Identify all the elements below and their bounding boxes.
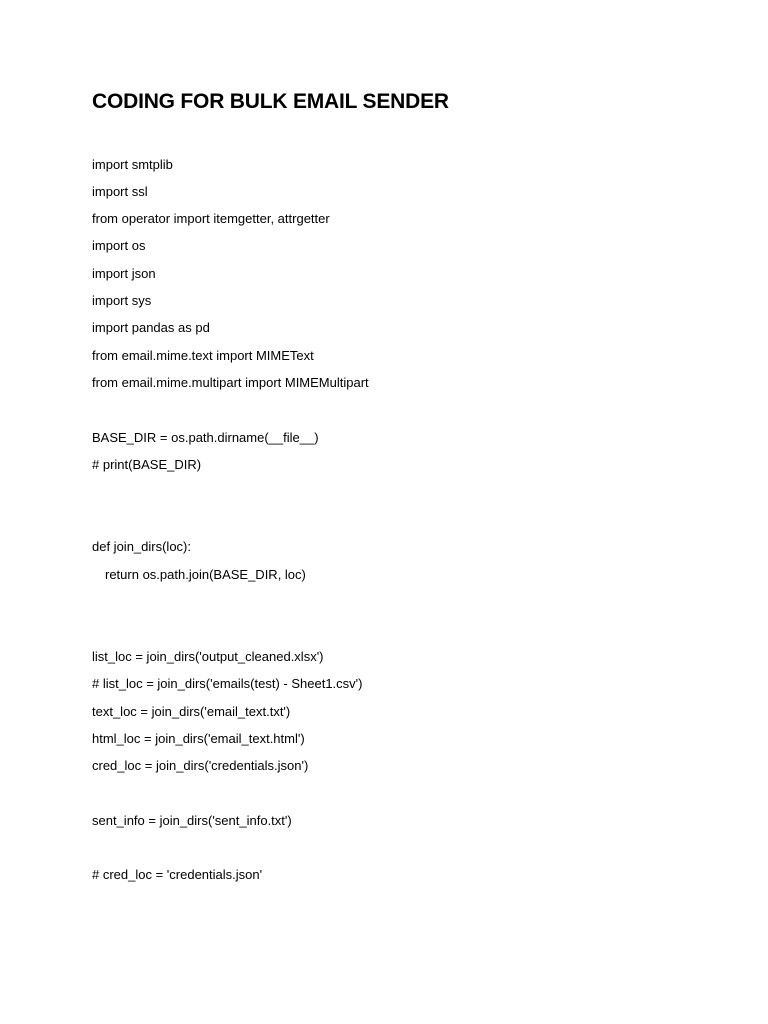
code-line: from email.mime.multipart import MIMEMultipart bbox=[92, 375, 369, 390]
code-line: list_loc = join_dirs('output_cleaned.xlsx') bbox=[92, 649, 324, 664]
code-comment-line: # cred_loc = 'credentials.json' bbox=[92, 867, 263, 882]
code-line: import sys bbox=[92, 293, 152, 308]
code-line: sent_info = join_dirs('sent_info.txt') bbox=[92, 813, 292, 828]
code-line: cred_loc = join_dirs('credentials.json') bbox=[92, 758, 309, 773]
code-line-indented: return os.path.join(BASE_DIR, loc) bbox=[105, 567, 306, 582]
code-line: import ssl bbox=[92, 184, 148, 199]
code-line: import json bbox=[92, 266, 156, 281]
code-line: import os bbox=[92, 238, 146, 253]
code-line: html_loc = join_dirs('email_text.html') bbox=[92, 731, 305, 746]
document-title: CODING FOR BULK EMAIL SENDER bbox=[92, 90, 449, 113]
code-line: import smtplib bbox=[92, 157, 173, 172]
code-line: text_loc = join_dirs('email_text.txt') bbox=[92, 704, 291, 719]
code-line: from email.mime.text import MIMEText bbox=[92, 348, 314, 363]
code-line: BASE_DIR = os.path.dirname(__file__) bbox=[92, 430, 319, 445]
code-line: import pandas as pd bbox=[92, 320, 210, 335]
function-definition-line: def join_dirs(loc): bbox=[92, 539, 191, 554]
code-comment-line: # list_loc = join_dirs('emails(test) - Sheet1.csv') bbox=[92, 676, 363, 691]
code-line: from operator import itemgetter, attrgetter bbox=[92, 211, 330, 226]
code-comment-line: # print(BASE_DIR) bbox=[92, 457, 202, 472]
